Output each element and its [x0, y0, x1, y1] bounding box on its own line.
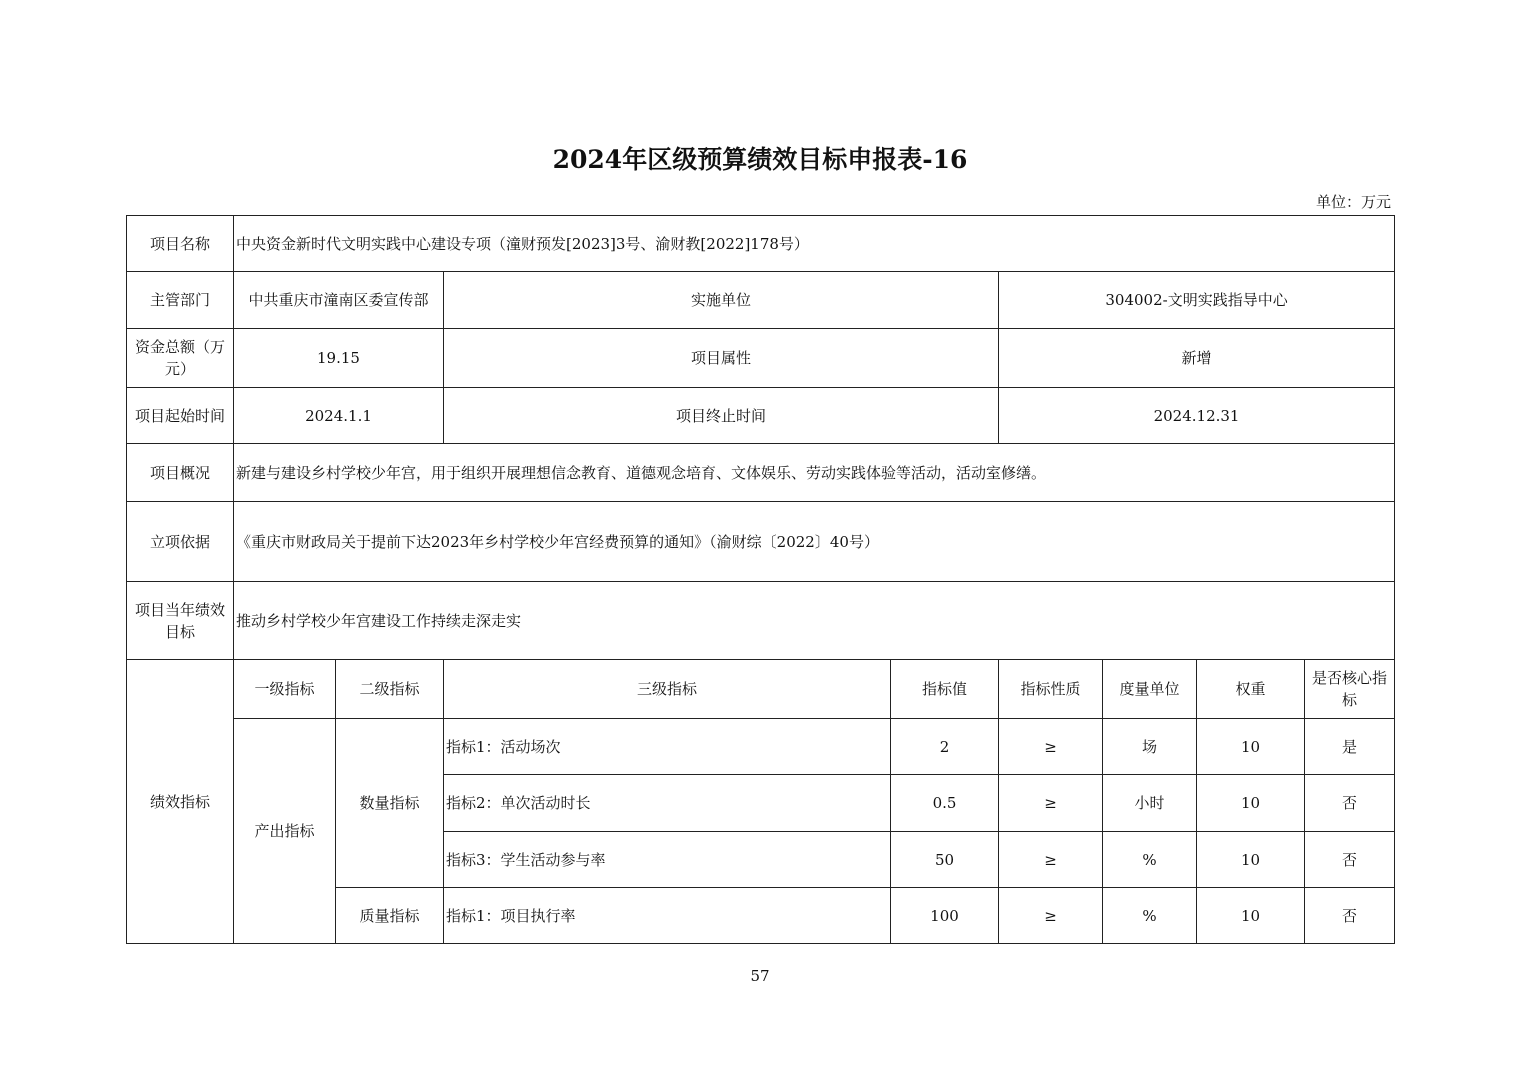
start-label: 项目起始时间: [127, 388, 234, 444]
budget-target-table: [126, 215, 1395, 944]
indicator-value: 2: [891, 719, 999, 775]
overview-value: 新建与建设乡村学校少年宫，用于组织开展理想信念教育、道德观念培育、文体娱乐、劳动实践体验等活动，活动室修缮。: [234, 444, 1395, 502]
indicator-weight: 10: [1197, 719, 1305, 775]
perf-header-row: [127, 660, 1395, 719]
indicator-name: 指标3：学生活动参与率: [444, 832, 891, 888]
project-name-label: 项目名称: [127, 216, 234, 272]
indicator-value: 50: [891, 832, 999, 888]
output-indicator-label: 产出指标: [234, 719, 336, 944]
page-number: 57: [750, 967, 770, 985]
header-level3: 三级指标: [444, 660, 891, 719]
impl-unit-value: 304002-文明实践指导中心: [999, 272, 1395, 329]
indicator-nature: ≥: [999, 775, 1103, 832]
header-weight: 权重: [1197, 660, 1305, 719]
end-value: 2024.12.31: [999, 388, 1395, 444]
table-row: [127, 719, 1395, 775]
indicator-value: 0.5: [891, 775, 999, 832]
dept-label: 主管部门: [127, 272, 234, 329]
overview-label: 项目概况: [127, 444, 234, 502]
header-value: 指标值: [891, 660, 999, 719]
quality-indicator-label: 质量指标: [336, 888, 444, 944]
header-level1: 一级指标: [234, 660, 336, 719]
perf-label: 绩效指标: [127, 660, 234, 944]
indicator-unit: %: [1103, 888, 1197, 944]
row-project-name: [127, 216, 1395, 272]
header-core: 是否核心指标: [1305, 660, 1395, 719]
funds-value: 19.15: [234, 329, 444, 388]
indicator-core: 否: [1305, 775, 1395, 832]
row-basis: [127, 502, 1395, 582]
funds-label: 资金总额（万元）: [127, 329, 234, 388]
row-overview: [127, 444, 1395, 502]
indicator-name: 指标1：活动场次: [444, 719, 891, 775]
indicator-core: 否: [1305, 832, 1395, 888]
indicator-nature: ≥: [999, 832, 1103, 888]
indicator-unit: 小时: [1103, 775, 1197, 832]
indicator-nature: ≥: [999, 719, 1103, 775]
indicator-weight: 10: [1197, 775, 1305, 832]
attr-label: 项目属性: [444, 329, 999, 388]
indicator-weight: 10: [1197, 832, 1305, 888]
indicator-weight: 10: [1197, 888, 1305, 944]
indicator-name: 指标1：项目执行率: [444, 888, 891, 944]
basis-value: 《重庆市财政局关于提前下达2023年乡村学校少年宫经费预算的通知》（渝财综〔2022〕40号）: [234, 502, 1395, 582]
indicator-core: 否: [1305, 888, 1395, 944]
goal-label: 项目当年绩效目标: [127, 582, 234, 660]
dept-value: 中共重庆市潼南区委宣传部: [234, 272, 444, 329]
header-level2: 二级指标: [336, 660, 444, 719]
end-label: 项目终止时间: [444, 388, 999, 444]
document-title: 2024年区级预算绩效目标申报表-16: [552, 145, 968, 174]
goal-value: 推动乡村学校少年宫建设工作持续走深走实: [234, 582, 1395, 660]
quantity-indicator-label: 数量指标: [336, 719, 444, 888]
header-unit: 度量单位: [1103, 660, 1197, 719]
row-dept: [127, 272, 1395, 329]
indicator-nature: ≥: [999, 888, 1103, 944]
header-nature: 指标性质: [999, 660, 1103, 719]
basis-label: 立项依据: [127, 502, 234, 582]
indicator-name: 指标2：单次活动时长: [444, 775, 891, 832]
project-name-value: 中央资金新时代文明实践中心建设专项（潼财预发[2023]3号、渝财教[2022]178号）: [234, 216, 1395, 272]
indicator-unit: 场: [1103, 719, 1197, 775]
row-goal: [127, 582, 1395, 660]
indicator-value: 100: [891, 888, 999, 944]
impl-unit-label: 实施单位: [444, 272, 999, 329]
row-funds: [127, 329, 1395, 388]
row-dates: [127, 388, 1395, 444]
unit-label: 单位：万元: [1315, 193, 1391, 211]
start-value: 2024.1.1: [234, 388, 444, 444]
indicator-core: 是: [1305, 719, 1395, 775]
attr-value: 新增: [999, 329, 1395, 388]
indicator-unit: %: [1103, 832, 1197, 888]
